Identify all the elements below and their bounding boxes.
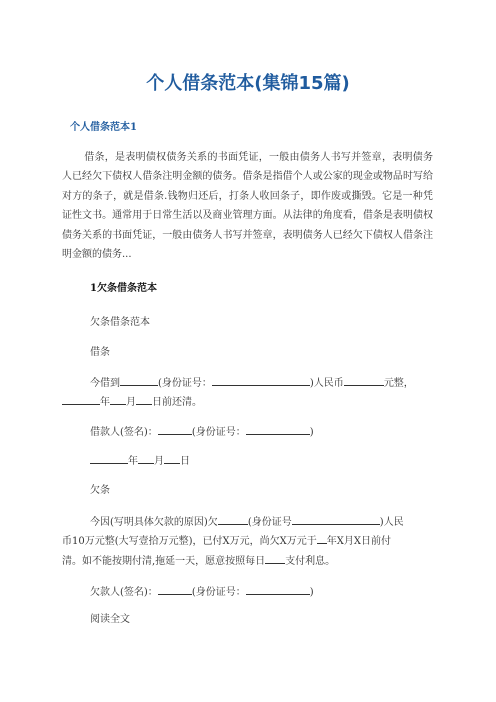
line-text: 月 bbox=[126, 397, 136, 408]
blank-field bbox=[265, 553, 285, 564]
blank-field bbox=[90, 453, 128, 464]
form-line-6 bbox=[62, 533, 391, 549]
line-text: 欠款人(签名)： bbox=[90, 587, 158, 598]
line-text: ) bbox=[309, 427, 314, 438]
blank-field bbox=[62, 394, 100, 405]
blank-field bbox=[136, 394, 152, 405]
blank-field bbox=[110, 394, 126, 405]
document-title: 个人借条范本(集锦15篇) bbox=[146, 73, 350, 94]
section-heading: 1欠条借条范本 bbox=[90, 283, 157, 294]
line-text: 日 bbox=[180, 456, 190, 467]
blank-field bbox=[120, 375, 158, 386]
intro-paragraph bbox=[62, 148, 433, 264]
blank-field bbox=[344, 375, 384, 386]
form-line-4 bbox=[90, 453, 190, 469]
blank-field bbox=[292, 514, 380, 525]
form-line-2 bbox=[62, 394, 202, 410]
line-text: 月 bbox=[154, 456, 164, 467]
form-line-8 bbox=[90, 584, 314, 600]
section-title: 个人借条范本1 bbox=[70, 122, 137, 133]
line-text: (身份证号： bbox=[191, 427, 246, 438]
line-text: )人民 bbox=[379, 517, 404, 528]
line-text: 清。如不能按期付清,拖延一天，愿意按照每日 bbox=[62, 556, 266, 567]
line-text: 今因(写明具体欠款的原因)欠 bbox=[90, 517, 218, 528]
read-more-link[interactable]: 阅读全文 bbox=[90, 614, 130, 625]
line-text: 年 bbox=[128, 456, 138, 467]
line-text: 今借到 bbox=[90, 378, 120, 389]
line-text: 支付利息。 bbox=[285, 556, 336, 567]
line-text: )人民币 bbox=[309, 378, 344, 389]
blank-field bbox=[158, 584, 192, 595]
blank-field bbox=[212, 375, 310, 386]
blank-field bbox=[246, 584, 310, 595]
line-text: (身份证号： bbox=[158, 378, 212, 389]
line-text: 年 bbox=[100, 397, 110, 408]
intro-text: 借条，是表明债权债务关系的书面凭证，一般由债务人书写并签章，表明债务人已经欠下债权人借条注明金额的债务。借条是指借个人或公家的现金或物品时写给对方的条子，就是借条.钱物归还后，打条人收回条子，即作废或撕毁。它是一种凭证性文书。通常用于日常生活以及商业管理方面。从法律的角度看，借条是表明债权债务关系的书面凭证，一般由债务人书写并签章，表明债务人已经欠下债权人借条注明金额的债务... bbox=[62, 152, 433, 261]
line-text: ) bbox=[309, 587, 314, 598]
blank-field bbox=[164, 453, 180, 464]
form-line-5 bbox=[90, 514, 404, 530]
line-text: (身份证号： bbox=[191, 587, 246, 598]
blank-field bbox=[218, 514, 248, 525]
line-text: (身份证号 bbox=[247, 517, 292, 528]
jietiao-heading: 借条 bbox=[90, 347, 110, 358]
line-text: 借款人(签名)： bbox=[90, 427, 158, 438]
form-line-7 bbox=[62, 553, 335, 569]
blank-field bbox=[158, 424, 192, 435]
blank-field bbox=[317, 533, 327, 544]
line-text: 日前还清。 bbox=[152, 397, 202, 408]
sample-title: 欠条借条范本 bbox=[90, 317, 150, 328]
form-line-3 bbox=[90, 424, 314, 440]
qiantiao-heading: 欠条 bbox=[90, 485, 110, 496]
blank-field bbox=[138, 453, 154, 464]
line-text: 年X月X日前付 bbox=[326, 536, 392, 547]
line-text: 元整， bbox=[383, 378, 414, 389]
line-text: 币10万元整(大写壹拾万元整)，已付X万元，尚欠X万元于 bbox=[62, 536, 317, 547]
blank-field bbox=[246, 424, 310, 435]
form-line-1 bbox=[90, 375, 414, 391]
